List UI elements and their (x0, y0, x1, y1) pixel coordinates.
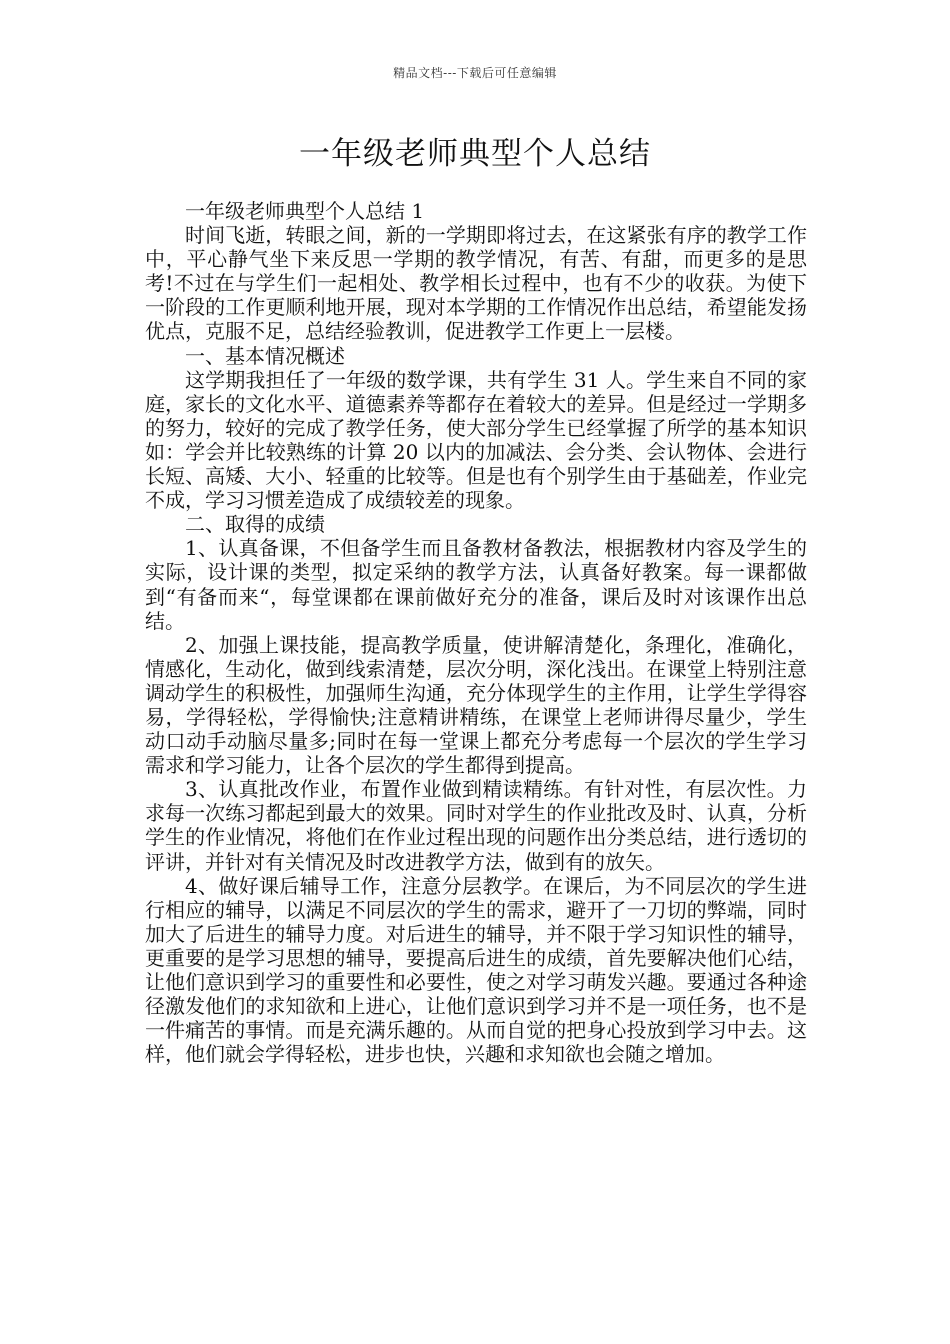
document-body (145, 199, 807, 1066)
paragraph-item-2: 2、加强上课技能，提高教学质量，使讲解清楚化，条理化，准确化，情感化，生动化，做到线索清楚，层次分明，深化浅出。在课堂上特别注意调动学生的积极性，加强师生沟通，充分体现学生的主作用，让学生学得容易，学得轻松，学得愉快;注意精讲精练，在课堂上老师讲得尽量少，学生动口动手动脑尽量多;同时在每一堂课上都充分考虑每一个层次的学生学习需求和学习能力，让各个层次的学生都得到提高。 (145, 632, 807, 778)
paragraph-subtitle: 一年级老师典型个人总结 1 (185, 199, 425, 223)
paragraph-item-1: 1、认真备课，不但备学生而且备教材备教法，根据教材内容及学生的实际，设计课的类型，拟定采纳的教学方法，认真备好教案。每一课都做到“有备而来“，每堂课都在课前做好充分的准备，课后及时对该课作出总结。 (145, 536, 807, 633)
paragraph-item-4: 4、做好课后辅导工作，注意分层教学。在课后，为不同层次的学生进行相应的辅导，以满足不同层次的学生的需求，避开了一刀切的弊端，同时加大了后进生的辅导力度。对后进生的辅导，并不限于学习知识性的辅导，更重要的是学习思想的辅导，要提高后进生的成绩，首先要解决他们心结，让他们意识到学习的重要性和必要性，使之对学习萌发兴趣。要通过各种途径激发他们的求知欲和上进心，让他们意识到学习并不是一项任务，也不是一件痛苦的事情。而是充满乐趣的。从而自觉的把身心投放到学习中去。这样，他们就会学得轻松，进步也快，兴趣和求知欲也会随之增加。 (145, 873, 807, 1067)
paragraph-intro: 时间飞逝，转眼之间，新的一学期即将过去，在这紧张有序的教学工作中，平心静气坐下来反思一学期的教学情况，有苦、有甜，而更多的是思考!不过在与学生们一起相处、教学相长过程中，也有不少的收获。为使下一阶段的工作更顺利地开展，现对本学期的工作情况作出总结，希望能发扬优点，克服不足，总结经验教训，促进教学工作更上一层楼。 (145, 223, 807, 344)
page-header: 精品文档---下载后可任意编辑 (393, 66, 557, 80)
section-heading-overview: 一、基本情况概述 (185, 343, 345, 368)
document-title: 一年级老师典型个人总结 (299, 136, 651, 172)
paragraph-overview: 这学期我担任了一年级的数学课，共有学生 31 人。学生来自不同的家庭，家长的文化水平、道德素养等都存在着较大的差异。但是经过一学期多的努力，较好的完成了教学任务，使大部分学生已经掌握了所学的基本知识如：学会并比较熟练的计算 20 以内的加减法、会分类、会认物体、会进行长短、高矮、大小、轻重的比较等。但是也有个别学生由于基础差，作业完不成，学习习惯差造成了成绩较差的现象。 (145, 367, 807, 513)
section-heading-achievements: 二、取得的成绩 (185, 512, 325, 537)
paragraph-item-3: 3、认真批改作业，布置作业做到精读精练。有针对性，有层次性。力求每一次练习都起到最大的效果。同时对学生的作业批改及时、认真，分析学生的作业情况，将他们在作业过程出现的问题作出分类总结，进行透切的评讲，并针对有关情况及时改进教学方法，做到有的放矢。 (145, 777, 807, 874)
